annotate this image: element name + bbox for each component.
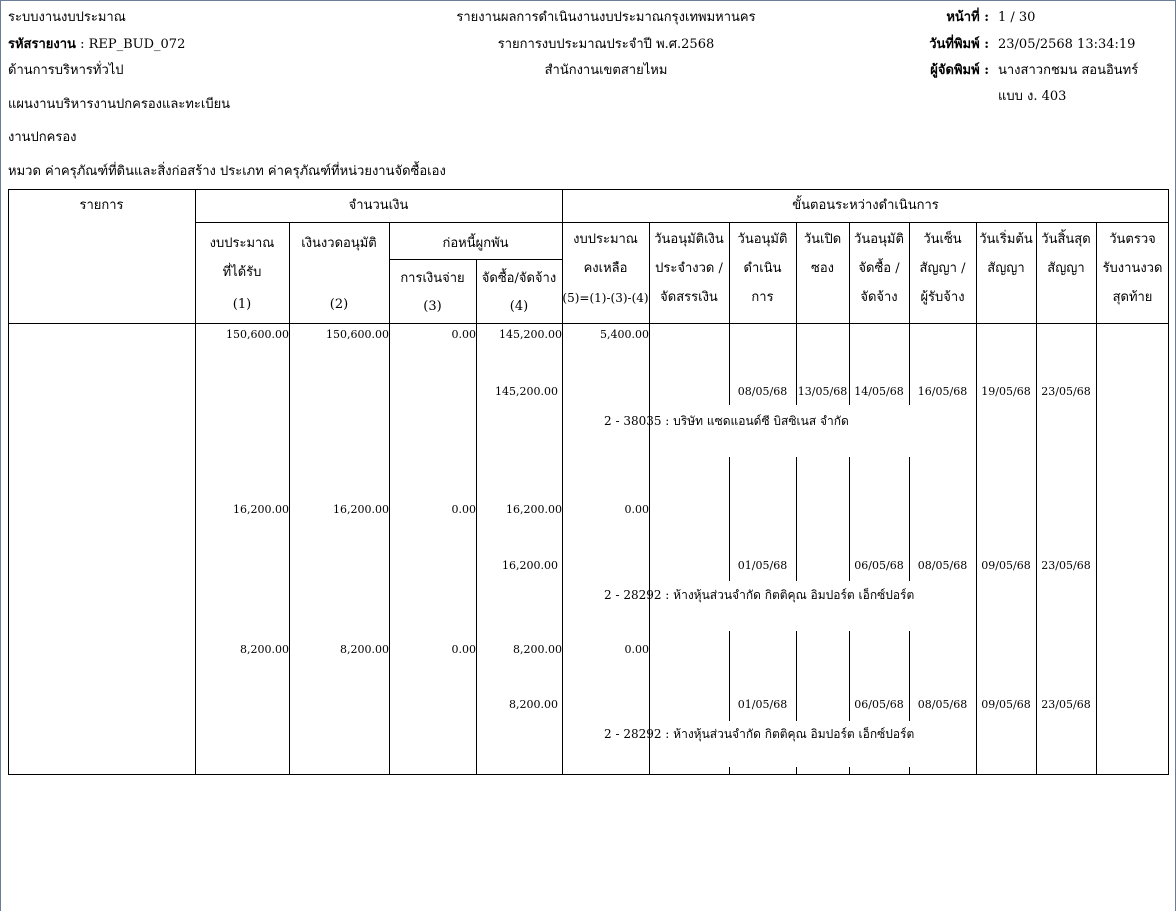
purchase-date: 14/05/68 <box>854 385 904 398</box>
col-s4-l2: จัดซื้อ / <box>858 261 900 276</box>
col-approved-l1: เงินงวดอนุมัติ <box>301 236 377 251</box>
budget-amount: 16,200.00 <box>233 503 289 516</box>
col-s2-l3: การ <box>751 290 774 305</box>
col-s2-l1: วันอนุมัติ <box>737 232 788 247</box>
contract-amount: 8,200.00 <box>509 698 558 711</box>
col-s2-l2: ดำเนิน <box>743 261 782 276</box>
remain-amount: 0.00 <box>624 503 649 516</box>
col-s3-l2: ซอง <box>811 261 834 276</box>
purchase-date: 06/05/68 <box>854 559 904 572</box>
plan-name: แผนงานบริหารงานปกครองและทะเบียน <box>8 97 231 112</box>
purchase-date: 06/05/68 <box>854 698 904 711</box>
printer-name: นางสาวกชมน สอนอินทร์ <box>998 63 1139 78</box>
section-name: ด้านการบริหารทั่วไป <box>8 63 124 78</box>
col-s1-l1: วันอนุมัติเงิน <box>654 232 724 247</box>
col-s4-l3: จัดจ้าง <box>860 290 898 305</box>
approve-date: 01/05/68 <box>737 698 788 711</box>
col-s5-l2: สัญญา / <box>919 261 966 276</box>
col-s5-l3: ผู้รับจ้าง <box>920 290 965 305</box>
col-procure: จัดซื้อ/จัดจ้าง <box>481 271 557 286</box>
payment-amount: 0.00 <box>451 503 476 516</box>
report-subtitle: รายการงบประมาณประจำปี พ.ศ.2568 <box>497 37 715 52</box>
sign-date: 16/05/68 <box>917 385 968 398</box>
report-code-value: : REP_BUD_072 <box>80 37 186 52</box>
approved-amount: 150,600.00 <box>326 328 389 341</box>
printer-label: ผู้จัดพิมพ์ : <box>930 63 989 78</box>
approve-date: 01/05/68 <box>737 559 788 572</box>
start-date: 09/05/68 <box>981 698 1031 711</box>
sign-date: 08/05/68 <box>917 698 968 711</box>
vendor: 2 - 28292 : ห้างหุ้นส่วนจำกัด กิตติคุณ อิมปอร์ต เอ็กซ์ปอร์ต <box>604 727 915 741</box>
procure-amount: 8,200.00 <box>513 643 562 656</box>
report-title: รายงานผลการดำเนินงานงบประมาณกรุงเทพมหานคร <box>456 10 756 25</box>
vendor: 2 - 28292 : ห้างหุ้นส่วนจำกัด กิตติคุณ อิมปอร์ต เอ็กซ์ปอร์ต <box>604 588 915 602</box>
col-s4-l1: วันอนุมัติ <box>854 232 904 247</box>
col-obligation: ก่อหนี้ผูกพัน <box>442 236 509 251</box>
end-date: 23/05/68 <box>1041 559 1091 572</box>
page-number: 1 / 30 <box>998 10 1036 25</box>
payment-amount: 0.00 <box>451 328 476 341</box>
col-s5-l1: วันเซ็น <box>923 232 962 247</box>
col-s6-l1: วันเริ่มต้น <box>979 232 1033 247</box>
col-remain-l3: (5)=(1)-(3)-(4) <box>562 291 649 305</box>
office-name: สำนักงานเขตสายไหม <box>544 63 668 78</box>
col-approved-l3: (2) <box>329 297 349 312</box>
payment-amount: 0.00 <box>451 643 476 656</box>
approved-amount: 8,200.00 <box>340 643 389 656</box>
report-code <box>8 37 185 53</box>
col-budget-l3: (1) <box>232 297 252 312</box>
contract-amount: 16,200.00 <box>502 559 558 572</box>
col-item: รายการ <box>79 198 124 213</box>
col-s6-l2: สัญญา <box>987 261 1025 276</box>
col-s1-l3: จัดสรรเงิน <box>660 290 718 305</box>
contract-amount: 145,200.00 <box>495 385 558 398</box>
sign-date: 08/05/68 <box>917 559 968 572</box>
remain-amount: 0.00 <box>624 643 649 656</box>
budget-amount: 8,200.00 <box>240 643 289 656</box>
col-payment: การเงินจ่าย <box>400 271 465 286</box>
col-budget-l1: งบประมาณ <box>209 236 275 251</box>
procure-amount: 145,200.00 <box>499 328 562 341</box>
end-date: 23/05/68 <box>1041 698 1091 711</box>
approved-amount: 16,200.00 <box>333 503 389 516</box>
col-budget-l2: ที่ได้รับ <box>222 265 262 280</box>
col-s3-l1: วันเปิด <box>803 232 842 247</box>
budget-amount: 150,600.00 <box>226 328 289 341</box>
col-remain-l1: งบประมาณ <box>573 232 638 247</box>
print-date-label: วันที่พิมพ์ : <box>929 37 989 52</box>
open-date: 13/05/68 <box>797 385 848 398</box>
print-date: 23/05/2568 13:34:19 <box>998 37 1136 52</box>
col-s1-l2: ประจำงวด / <box>655 261 723 276</box>
col-s7-l1: วันสิ้นสุด <box>1041 232 1091 247</box>
col-steps: ขั้นตอนระหว่างดำเนินการ <box>792 198 939 213</box>
col-s7-l2: สัญญา <box>1047 261 1085 276</box>
col-payment-n: (3) <box>423 299 442 314</box>
col-remain-l2: คงเหลือ <box>583 261 628 276</box>
system-name: ระบบงานงบประมาณ <box>8 10 126 25</box>
report-code-label: รหัสรายงาน <box>8 37 76 52</box>
end-date: 23/05/68 <box>1041 385 1091 398</box>
col-money: จำนวนเงิน <box>348 198 409 213</box>
procure-amount: 16,200.00 <box>506 503 562 516</box>
work-name: งานปกครอง <box>8 130 77 145</box>
col-s8-l1: วันตรวจ <box>1109 232 1156 247</box>
start-date: 09/05/68 <box>981 559 1031 572</box>
category-name: หมวด ค่าครุภัณฑ์ที่ดินและสิ่งก่อสร้าง ประเภท ค่าครุภัณฑ์ที่หน่วยงานจัดซื้อเอง <box>8 164 446 179</box>
start-date: 19/05/68 <box>981 385 1031 398</box>
page-label: หน้าที่ : <box>946 10 989 25</box>
col-s8-l3: สุดท้าย <box>1112 290 1153 305</box>
approve-date: 08/05/68 <box>737 385 788 398</box>
vendor: 2 - 38035 : บริษัท แซดแอนด์ซี บิสซิเนส จำกัด <box>604 414 849 428</box>
form-code: แบบ ง. 403 <box>998 89 1067 104</box>
col-s8-l2: รับงานงวด <box>1102 261 1163 276</box>
remain-amount: 5,400.00 <box>600 328 649 341</box>
col-procure-n: (4) <box>509 299 529 314</box>
